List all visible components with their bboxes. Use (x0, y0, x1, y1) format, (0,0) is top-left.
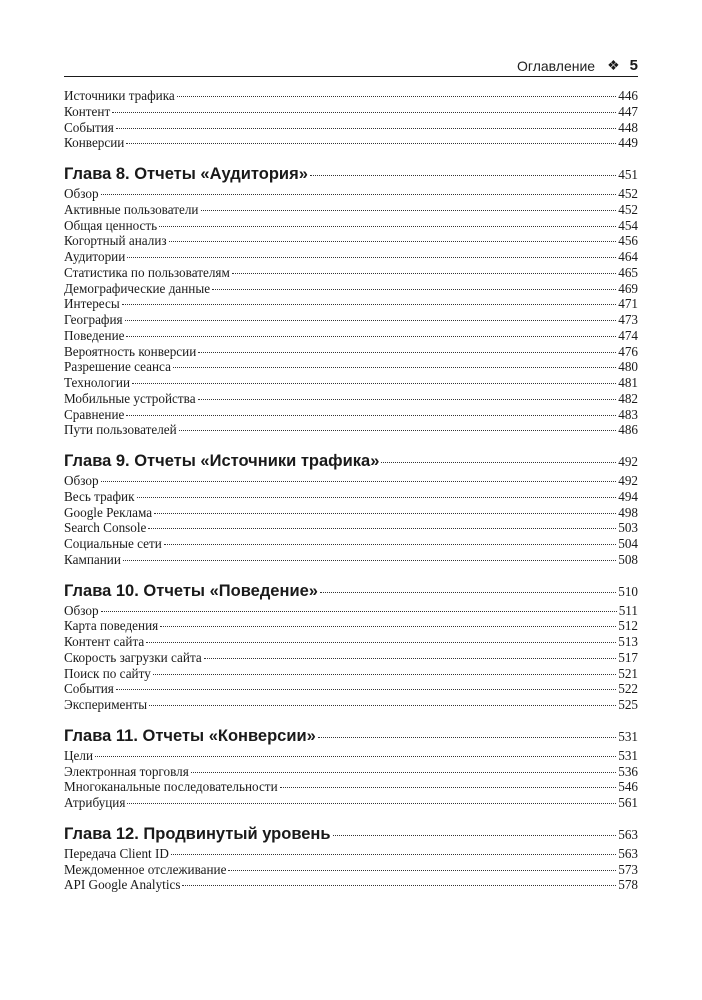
dot-leader (126, 336, 616, 337)
chapter-heading-page: 510 (618, 583, 638, 599)
page-number: 5 (629, 57, 638, 74)
toc-entry[interactable] (64, 249, 638, 265)
toc-entry-title: События (64, 119, 114, 135)
toc-entry-title: Многоканальные последовательности (64, 779, 278, 795)
toc-entry-page: 522 (618, 681, 638, 697)
toc-entry-title: Конверсии (64, 135, 125, 151)
dot-leader (164, 544, 616, 545)
dot-leader (179, 430, 617, 431)
dot-leader (101, 611, 617, 612)
dot-leader (116, 128, 616, 129)
toc-entry[interactable] (64, 681, 638, 697)
toc-entry[interactable] (64, 391, 638, 407)
toc-entry-title: Аудитории (64, 249, 126, 264)
toc-entry[interactable] (64, 265, 638, 281)
dot-leader (95, 756, 616, 757)
toc-entry[interactable] (64, 846, 638, 862)
dot-leader (173, 367, 616, 368)
toc-entry-title: Атрибуция (64, 795, 126, 810)
page-header (64, 54, 638, 74)
toc-entry-title: Обзор (64, 473, 99, 488)
dot-leader (146, 642, 616, 643)
toc-entry[interactable] (64, 489, 638, 505)
toc-entry[interactable] (64, 120, 638, 136)
toc-entry-title: Google Реклама (64, 504, 153, 520)
dot-leader (122, 304, 617, 305)
dot-leader (198, 352, 616, 353)
dot-leader (232, 273, 616, 274)
toc-entry-page: 498 (618, 504, 638, 520)
toc-entry-page: 473 (618, 312, 638, 327)
chapter-heading-title: Глава 9. Отчеты «Источники трафика» (64, 452, 380, 470)
dot-leader (191, 772, 616, 773)
toc-entry[interactable] (64, 536, 638, 552)
dot-leader (333, 835, 617, 836)
toc-entry-page: 471 (618, 296, 638, 312)
toc-entry[interactable] (64, 296, 638, 312)
dot-leader (171, 854, 616, 855)
dot-leader (112, 112, 616, 113)
dot-leader (127, 803, 616, 804)
toc-entry-page: 503 (618, 520, 638, 536)
dot-leader (169, 241, 617, 242)
toc-entry[interactable] (64, 218, 638, 234)
toc-entry[interactable] (64, 618, 638, 634)
dot-leader (123, 560, 616, 561)
chapter-heading[interactable] (64, 164, 638, 184)
dot-leader (101, 481, 617, 482)
toc-entry-page: 573 (618, 861, 638, 877)
toc-entry-title: Электронная торговля (64, 763, 189, 779)
toc-entry[interactable] (64, 186, 638, 202)
toc-entry[interactable] (64, 104, 638, 120)
dot-leader (126, 415, 616, 416)
dot-leader (320, 592, 616, 593)
toc-entry-page: 456 (618, 233, 638, 249)
toc-entry[interactable] (64, 473, 638, 489)
toc-entry-page: 454 (618, 217, 638, 233)
toc-entry-page: 480 (618, 359, 638, 375)
toc-entry-title: Контент (64, 103, 111, 119)
toc-entry-page: 531 (618, 747, 638, 763)
toc-entry[interactable] (64, 748, 638, 764)
toc-entry[interactable] (64, 88, 638, 104)
toc-entry[interactable] (64, 862, 638, 878)
toc-entry-title: Вероятность конверсии (64, 343, 197, 359)
toc-entry-page: 494 (618, 488, 638, 504)
toc-entry-title: Весь трафик (64, 488, 135, 504)
toc-entry-title: Социальные сети (64, 536, 162, 551)
toc-entry-page: 449 (618, 135, 638, 151)
toc-entry[interactable] (64, 407, 638, 423)
toc-entry-page: 508 (618, 551, 638, 567)
header-divider (64, 76, 638, 77)
toc-entry-title: Демографические данные (64, 280, 211, 296)
dot-leader (154, 513, 616, 514)
toc-entry[interactable] (64, 202, 638, 218)
toc-entry[interactable] (64, 375, 638, 391)
toc-entry-page: 521 (618, 665, 638, 681)
dot-leader (159, 226, 616, 227)
toc-entry-title: Междоменное отслеживание (64, 861, 227, 877)
toc-entry-title: Search Console (64, 520, 147, 536)
toc-entry[interactable] (64, 328, 638, 344)
chapter-heading-page: 451 (618, 167, 638, 182)
toc-entry-title: Передача Client ID (64, 845, 169, 861)
toc-entry-page: 483 (618, 406, 638, 422)
toc-entry[interactable] (64, 666, 638, 682)
toc-entry-page: 452 (618, 186, 638, 201)
toc-entry-title: Когортный анализ (64, 233, 167, 249)
toc-entry[interactable] (64, 233, 638, 249)
toc-entry-page: 561 (618, 795, 638, 810)
toc-entry-page: 452 (618, 201, 638, 217)
dot-leader (160, 626, 616, 627)
toc-entry-page: 476 (618, 343, 638, 359)
diamond-ornament-icon: ❖ (607, 57, 620, 73)
toc-entry[interactable] (64, 344, 638, 360)
chapter-heading-page: 492 (618, 454, 638, 469)
toc-entry-title: Цели (64, 747, 94, 763)
chapter-heading-title: Глава 11. Отчеты «Конверсии» (64, 726, 316, 745)
chapter-heading[interactable] (64, 726, 638, 746)
toc-entry-page: 492 (618, 473, 638, 488)
toc-entry-title: Эксперименты (64, 697, 148, 712)
running-head-title: Оглавление (517, 58, 596, 74)
dot-leader (310, 175, 616, 176)
dot-leader (318, 737, 616, 738)
toc-entry-page: 512 (618, 618, 638, 634)
toc-entry-page: 448 (618, 119, 638, 135)
toc-entry-page: 525 (618, 697, 638, 712)
chapter-heading-title: Глава 10. Отчеты «Поведение» (64, 581, 318, 600)
dot-leader (126, 143, 616, 144)
dot-leader (228, 870, 616, 871)
toc-entry[interactable] (64, 650, 638, 666)
chapter-heading-title: Глава 8. Отчеты «Аудитория» (64, 165, 308, 183)
toc-entry[interactable] (64, 552, 638, 568)
toc-entry-title: Карта поведения (64, 618, 159, 634)
toc-entry-page: 486 (618, 422, 638, 438)
toc-entry-title: Скорость загрузки сайта (64, 649, 202, 665)
dot-leader (177, 96, 616, 97)
dot-leader (381, 462, 616, 463)
toc-entry-title: Интересы (64, 296, 120, 312)
toc-entry[interactable] (64, 505, 638, 521)
dot-leader (204, 658, 616, 659)
toc-entry-page: 481 (618, 375, 638, 390)
toc-entry-page: 464 (618, 249, 638, 264)
dot-leader (280, 787, 617, 788)
toc-entry[interactable] (64, 359, 638, 375)
toc-entry-title: Статистика по пользователям (64, 264, 230, 280)
toc-entry[interactable] (64, 281, 638, 297)
dot-leader (182, 885, 616, 886)
toc-entry-title: Общая ценность (64, 217, 158, 233)
toc-entry-page: 482 (618, 390, 638, 406)
toc-entry-title: Сравнение (64, 406, 125, 422)
toc-entry-page: 447 (618, 103, 638, 119)
toc-entry-title: Поиск по сайту (64, 665, 151, 681)
toc-entry-page: 513 (618, 634, 638, 649)
dot-leader (149, 705, 616, 706)
toc-entry[interactable] (64, 422, 638, 438)
dot-leader (137, 497, 617, 498)
toc-entry[interactable] (64, 603, 638, 619)
toc-entry-page: 546 (618, 779, 638, 795)
toc-entry-page: 517 (618, 649, 638, 665)
chapter-heading-page: 531 (618, 728, 638, 744)
toc-entry-page: 465 (618, 264, 638, 280)
toc-entry-page: 511 (618, 602, 638, 618)
dot-leader (125, 320, 617, 321)
toc-entry-page: 469 (618, 280, 638, 296)
toc-entry[interactable] (64, 779, 638, 795)
dot-leader (198, 399, 617, 400)
toc-entry-title: Обзор (64, 186, 99, 201)
dot-leader (212, 289, 616, 290)
dot-leader (201, 210, 617, 211)
chapter-heading-title: Глава 12. Продвинутый уровень (64, 824, 331, 843)
dot-leader (127, 257, 616, 258)
dot-leader (132, 383, 616, 384)
toc-entry[interactable] (64, 877, 638, 893)
dot-leader (148, 528, 616, 529)
toc-entry[interactable] (64, 795, 638, 811)
chapter-heading[interactable] (64, 451, 638, 471)
toc-entry-page: 446 (618, 88, 638, 103)
toc-entry-title: События (64, 681, 114, 697)
chapter-heading[interactable] (64, 824, 638, 844)
dot-leader (116, 689, 616, 690)
toc-entry-title: Разрешение сеанса (64, 359, 171, 375)
toc-entry-title: Обзор (64, 602, 99, 618)
toc-entry-page: 578 (618, 877, 638, 893)
toc-entry-page: 536 (618, 763, 638, 779)
toc-entry-page: 474 (618, 327, 638, 343)
toc-entry[interactable] (64, 520, 638, 536)
toc-entry-title: Контент сайта (64, 634, 145, 649)
toc-entry-title: Пути пользователей (64, 422, 177, 438)
toc-entry[interactable] (64, 697, 638, 713)
chapter-heading-page: 563 (618, 826, 638, 842)
table-of-contents (64, 88, 638, 893)
chapter-heading[interactable] (64, 581, 638, 601)
toc-entry[interactable] (64, 135, 638, 151)
toc-entry-title: Технологии (64, 375, 131, 390)
dot-leader (153, 674, 616, 675)
dot-leader (101, 194, 617, 195)
toc-entry[interactable] (64, 764, 638, 780)
toc-entry-title: География (64, 312, 123, 327)
toc-entry-page: 563 (618, 845, 638, 861)
toc-entry-title: Активные пользователи (64, 201, 199, 217)
toc-entry[interactable] (64, 634, 638, 650)
toc-entry[interactable] (64, 312, 638, 328)
toc-entry-page: 504 (618, 536, 638, 551)
toc-entry-title: Кампании (64, 551, 121, 567)
toc-entry-title: Источники трафика (64, 88, 175, 103)
toc-entry-title: API Google Analytics (64, 877, 181, 893)
toc-entry-title: Мобильные устройства (64, 390, 196, 406)
toc-entry-title: Поведение (64, 327, 125, 343)
